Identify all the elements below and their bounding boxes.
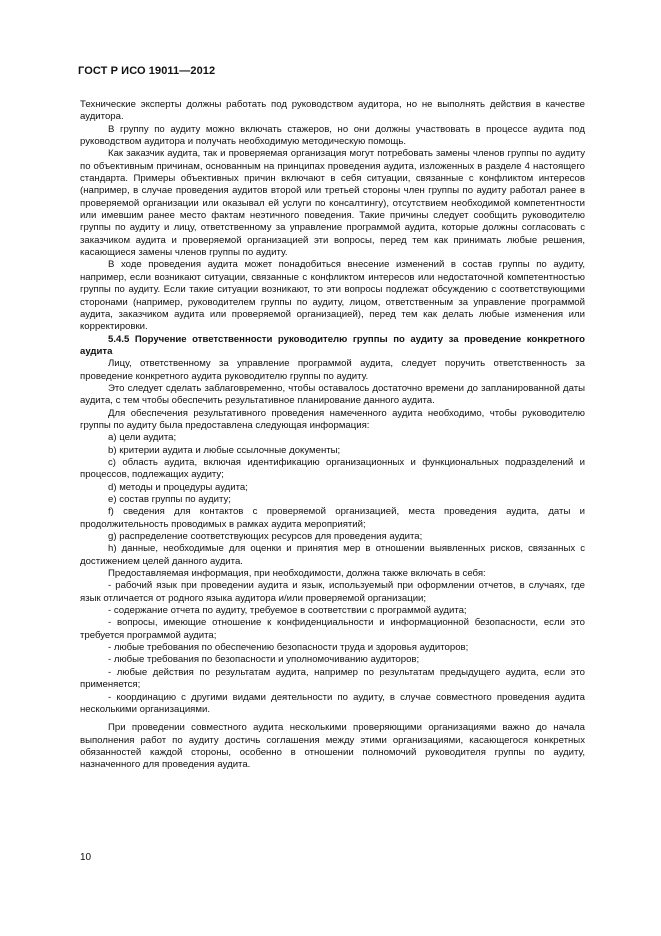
paragraph: с) область аудита, включая идентификацию организационных и функциональных подразделений и процессов, подлежащих аудиту;: [80, 456, 585, 481]
document-header: ГОСТ Р ИСО 19011—2012: [78, 65, 216, 77]
body-text: [80, 99, 585, 772]
paragraph: b) критерии аудита и любые ссылочные документы;: [108, 444, 341, 456]
paragraph: а) цели аудита;: [108, 432, 177, 444]
paragraph: f) сведения для контактов с проверяемой организацией, места проведения аудита, даты и продолжительность проводимых в рамках аудита мероприятий;: [80, 506, 585, 530]
paragraph: - содержание отчета по аудиту, требуемое в соответствии с программой аудита;: [108, 605, 467, 617]
paragraph: В ходе проведения аудита может понадобиться внесение изменений в состав группы по аудиту, например, если возникают ситуации, связанные с конфликтом интересов или недостаточной компетентностью группы по аудиту. Если такие ситуации возникают, то эти вопросы подлежат обсуждению с соответствующими сторонами (например, руководителем группы по аудиту, лицом, ответственным за управление программой аудита, заказчиком аудита или проверяемой организацией), перед тем как делать любые изменения или корректировки.: [80, 259, 585, 333]
paragraph: Технические эксперты должны работать под руководством аудитора, но не выполнять действия в качестве аудитора.: [80, 99, 585, 123]
paragraph: При проведении совместного аудита несколькими проверяющими организациями важно до начала выполнения работ по аудиту достичь соглашения между этими организациями, касающегося конкретных обязанностей каждой стороны, особенно в отношении полномочий руководителя группы по аудиту, назначенного для проведения аудита.: [80, 722, 585, 771]
paragraph: g) распределение соответствующих ресурсов для проведения аудита;: [108, 531, 423, 543]
paragraph: h) данные, необходимые для оценки и принятия мер в отношении выявленных рисков, связанных с достижением целей данного аудита.: [80, 543, 585, 567]
paragraph: - рабочий язык при проведении аудита и язык, используемый при оформлении отчетов, в случаях, где язык отличается от родного языка аудитора и/или проверяемой организации;: [80, 580, 585, 604]
paragraph: - вопросы, имеющие отношение к конфиденциальности и информационной безопасности, если это требуется программой аудита;: [80, 617, 585, 641]
paragraph: Предоставляемая информация, при необходимости, должна также включать в себя:: [108, 568, 486, 580]
paragraph: Лицу, ответственному за управление программой аудита, следует поручить ответственность за проведение конкретного аудита руководителю группы по аудиту.: [80, 358, 585, 382]
paragraph: В группу по аудиту можно включать стажеров, но они должны участвовать в процессе аудита под руководством аудитора и получать необходимую методическую помощь.: [80, 123, 585, 148]
paragraph: - любые требования по безопасности и уполномочиванию аудиторов;: [108, 654, 420, 666]
paragraph: Это следует сделать заблаговременно, чтобы оставалось достаточно времени до запланированной даты аудита, с тем чтобы обеспечить результативное планирование данного аудита.: [80, 382, 585, 407]
paragraph: - координацию с другими видами деятельности по аудиту, в случае совместного проведения аудита несколькими организациями.: [80, 691, 585, 715]
paragraph: - любые требования по обеспечению безопасности труда и здоровья аудиторов;: [108, 642, 469, 654]
paragraph: Для обеспечения результативного проведения намеченного аудита необходимо, чтобы руководителю группы по аудиту была предоставлена следующая информация:: [80, 407, 585, 431]
page-number: 10: [80, 852, 92, 863]
paragraph: е) состав группы по аудиту;: [108, 494, 231, 505]
paragraph: - любые действия по результатам аудита, например по результатам предыдущего аудита, если это применяется;: [80, 666, 585, 691]
section-heading: 5.4.5 Поручение ответственности руководителю группы по аудиту за проведение конкретного аудита: [80, 333, 585, 357]
paragraph: d) методы и процедуры аудита;: [108, 481, 248, 493]
paragraph: Как заказчик аудита, так и проверяемая организация могут потребовать замены членов группы по аудиту по объективным причинам, основанным на принципах проведения аудита, изложенных в разделе 4 настоящего стандарта. Примеры объективных причин включают в себя ситуации, связанные с конфликтом интересов (например, в случае проведения аудитов второй или третьей стороны член группы по аудиту работал ранее в проверяемой организации или оказывал ей услуги по консалтингу), отсутствием необходимой компетентности или имевшим ранее место фактам неэтичного поведения. Такие причины следует сообщить руководителю группы по аудиту и лицу, ответственному за управление программой аудита, которые должны согласовать с заказчиком аудита и проверяемой организацией эти вопросы, перед тем как принимать любые решения, касающиеся замены членов группы по аудиту.: [80, 148, 585, 259]
